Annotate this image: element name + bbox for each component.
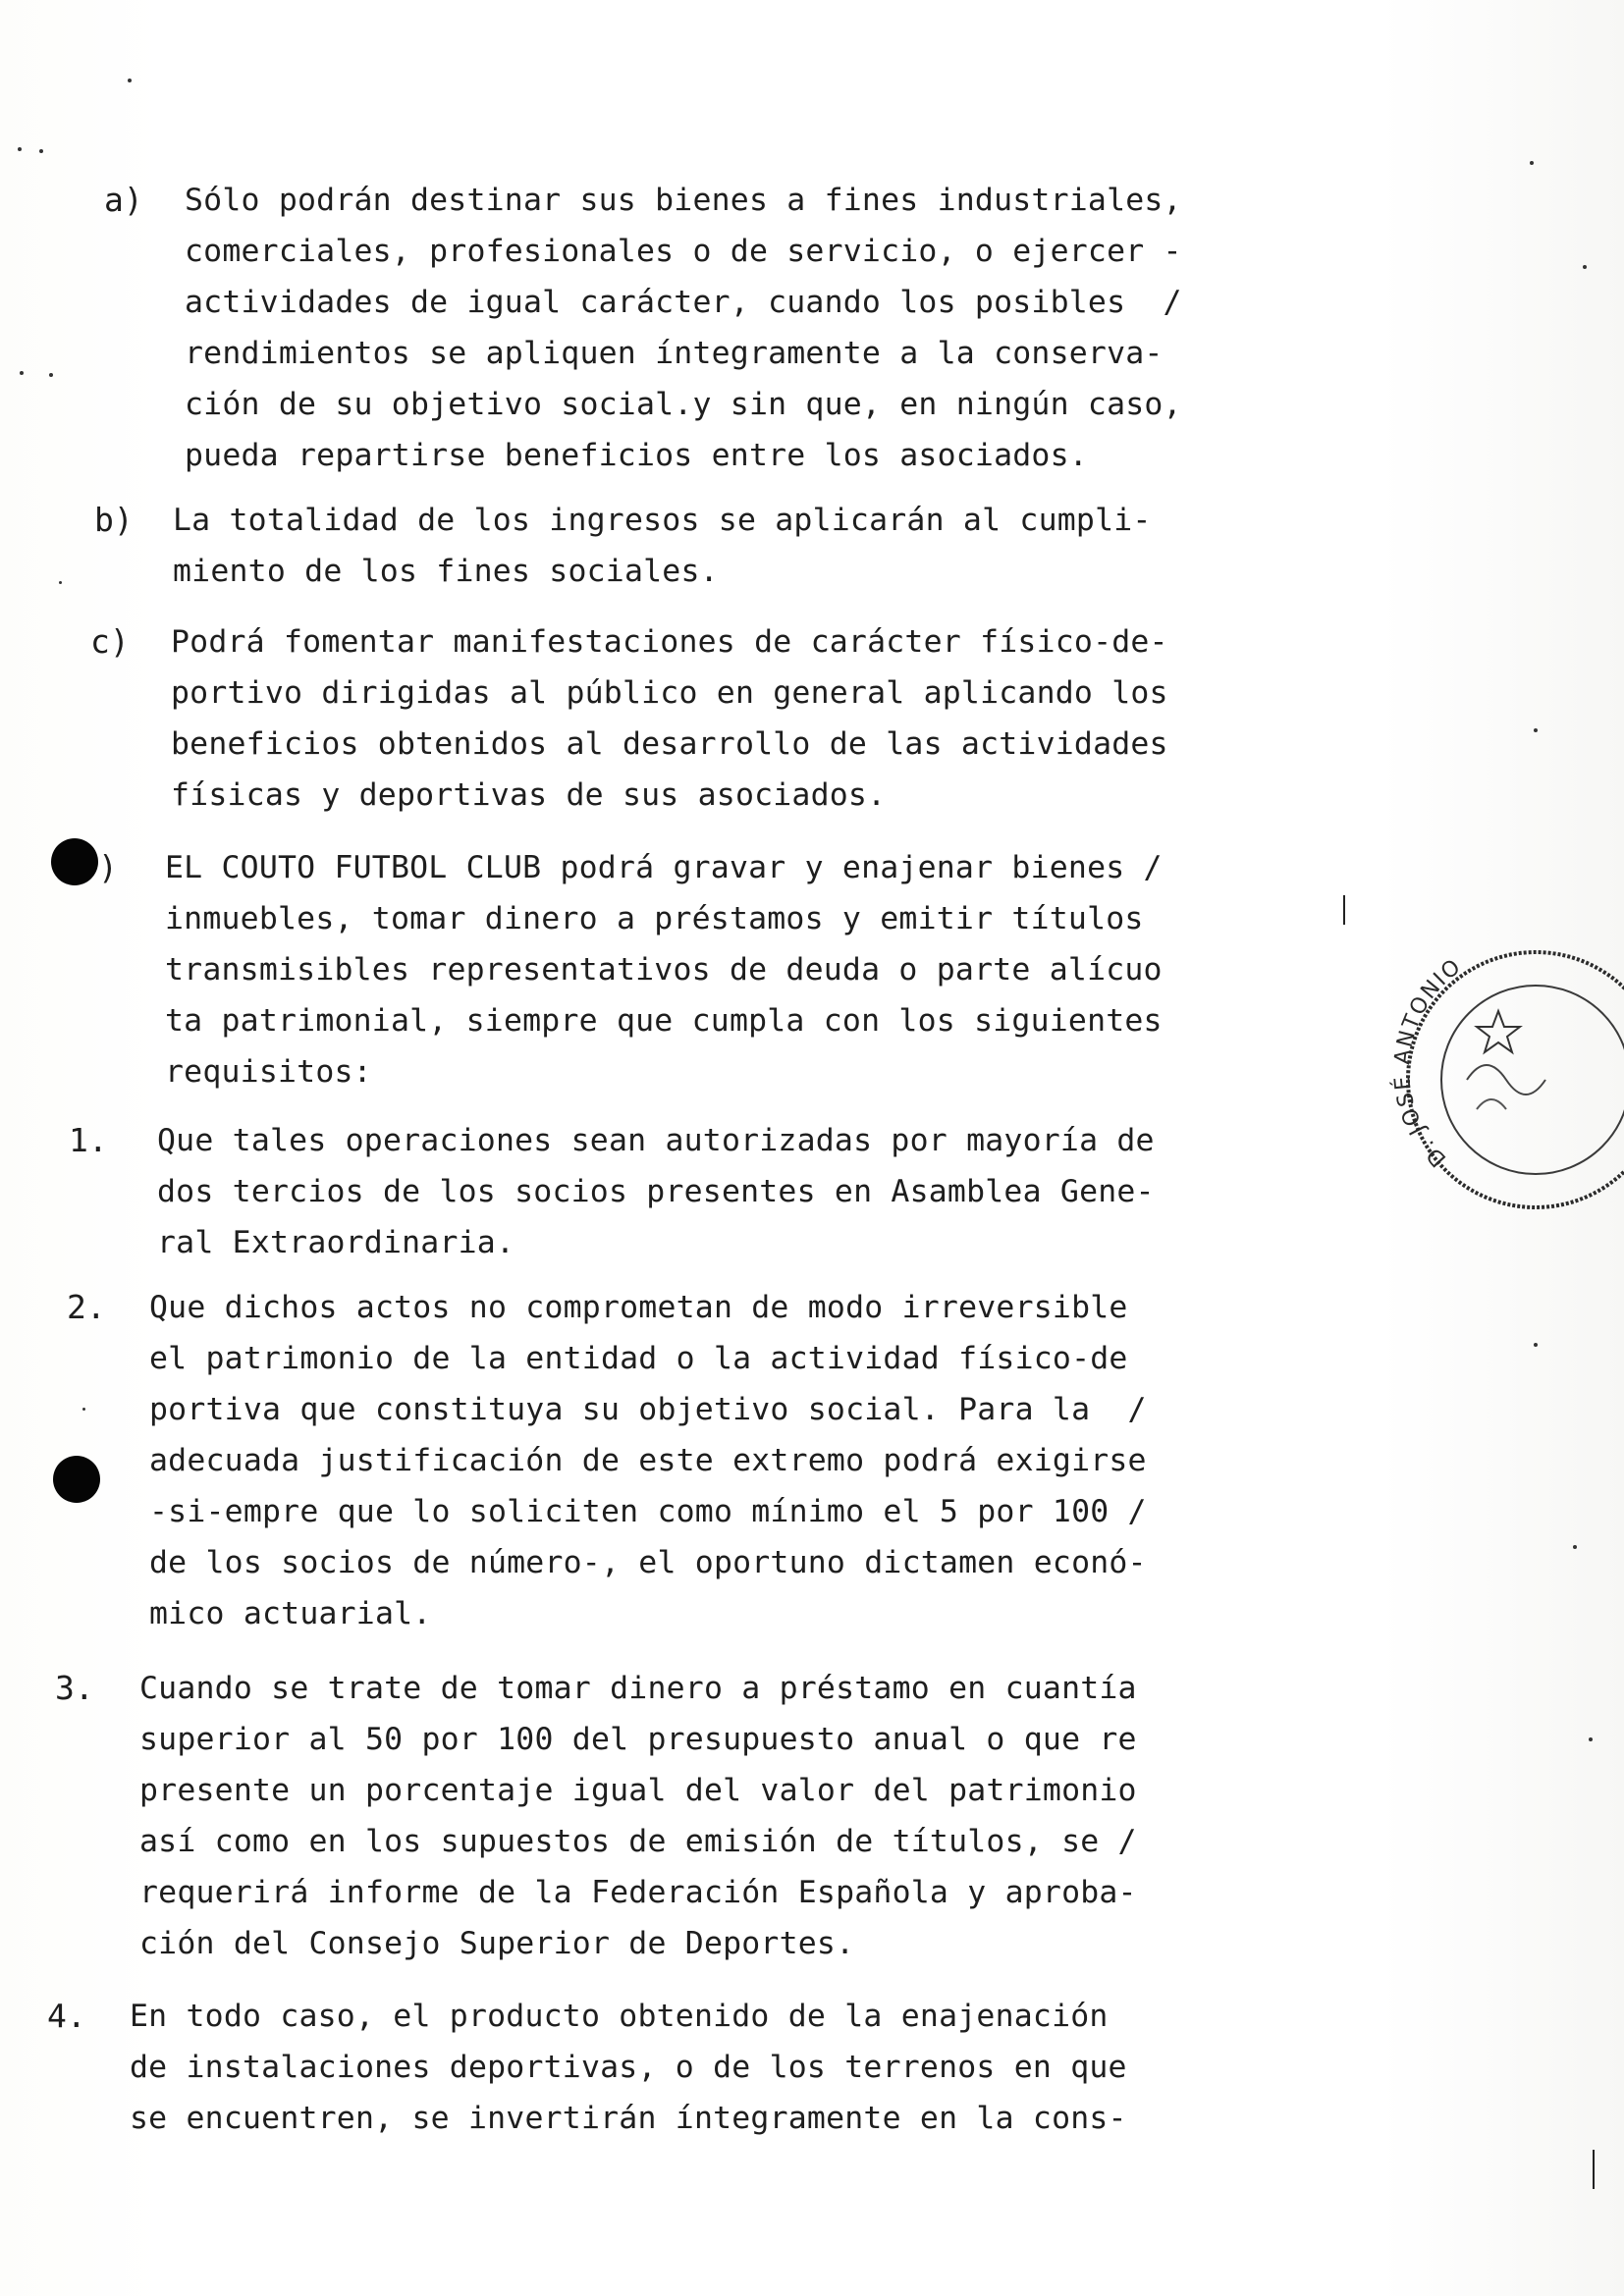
item-text (165, 842, 1163, 1097)
item-text (171, 616, 1168, 821)
text-line: Que dichos actos no comprometan de modo irreversible (149, 1290, 1128, 1325)
stamp-text: D. JOSÉ ANTONIO (1390, 953, 1467, 1172)
text-line: requisitos: (165, 1054, 372, 1090)
text-line: portivo dirigidas al público en general aplicando los (171, 675, 1168, 711)
item-marker: b) (94, 501, 134, 539)
text-line: miento de los fines sociales. (173, 554, 719, 589)
item-text (149, 1282, 1147, 1639)
item-marker: a) (104, 181, 143, 219)
text-line: ción de su objetivo social.y sin que, en ningún caso, (185, 387, 1182, 422)
text-line: EL COUTO FUTBOL CLUB podrá gravar y enajenar bienes / (165, 850, 1163, 885)
text-line: Podrá fomentar manifestaciones de carácter físico-de- (171, 624, 1168, 660)
edge-mark (1593, 2150, 1595, 2189)
text-line: físicas y deportivas de sus asociados. (171, 777, 887, 813)
text-line: La totalidad de los ingresos se aplicarán al cumpli- (173, 503, 1152, 538)
item-marker: ) (98, 848, 118, 886)
text-line: pueda repartirse beneficios entre los asociados. (185, 438, 1088, 473)
speck (1589, 1737, 1593, 1741)
speck (20, 371, 24, 375)
text-line: así como en los supuestos de emisión de títulos, se / (139, 1824, 1137, 1859)
item-text (173, 495, 1152, 597)
speck (1583, 265, 1587, 269)
text-line: requerirá informe de la Federación Española y aproba- (139, 1875, 1137, 1910)
speck (59, 581, 62, 584)
text-line: el patrimonio de la entidad o la actividad físico-de (149, 1341, 1128, 1376)
text-line: comerciales, profesionales o de servicio, o ejercer - (185, 234, 1182, 269)
text-line: portiva que constituya su objetivo social. Para la / (149, 1392, 1147, 1427)
item-marker: 4. (47, 1997, 86, 2035)
svg-text:D. JOSÉ ANTONIO (1389, 954, 1467, 1171)
text-line: adecuada justificación de este extremo podrá exigirse (149, 1443, 1147, 1478)
text-line: dos tercios de los socios presentes en Asamblea Gene- (157, 1174, 1155, 1209)
speck (1530, 161, 1534, 165)
text-line: mico actuarial. (149, 1596, 432, 1631)
text-line: beneficios obtenidos al desarrollo de las actividades (171, 726, 1168, 762)
speck (1534, 1343, 1538, 1347)
punch-hole-top (51, 838, 98, 885)
text-line: presente un porcentaje igual del valor del patrimonio (139, 1773, 1137, 1808)
text-line: inmuebles, tomar dinero a préstamos y emitir títulos (165, 901, 1144, 936)
item-marker: 2. (67, 1288, 106, 1326)
text-line: -si-empre que lo soliciten como mínimo el 5 por 100 / (149, 1494, 1147, 1529)
text-line: En todo caso, el producto obtenido de la enajenación (130, 1999, 1109, 2034)
text-line: rendimientos se apliquen íntegramente a la conserva- (185, 336, 1164, 371)
speck (1573, 1545, 1577, 1549)
speck (39, 149, 43, 153)
text-line: Sólo podrán destinar sus bienes a fines industriales, (185, 183, 1182, 218)
item-marker: 3. (55, 1669, 94, 1707)
notary-stamp (1388, 933, 1624, 1227)
text-line: de instalaciones deportivas, o de los terrenos en que (130, 2050, 1127, 2085)
text-line: ción del Consejo Superior de Deportes. (139, 1926, 855, 1961)
edge-mark (1343, 895, 1345, 925)
item-marker: 1. (69, 1121, 108, 1159)
text-line: superior al 50 por 100 del presupuesto anual o que re (139, 1722, 1137, 1757)
speck (128, 79, 132, 82)
text-line: actividades de igual carácter, cuando los posibles / (185, 285, 1182, 320)
punch-hole-bottom (53, 1456, 100, 1503)
item-text (185, 175, 1182, 481)
text-line: de los socios de número-, el oportuno dictamen econó- (149, 1545, 1147, 1580)
item-text (130, 1991, 1127, 2144)
text-line: ral Extraordinaria. (157, 1225, 515, 1260)
speck (1534, 728, 1538, 732)
speck (49, 373, 53, 377)
text-line: ta patrimonial, siempre que cumpla con los siguientes (165, 1003, 1163, 1039)
text-line: se encuentren, se invertirán íntegramente en la cons- (130, 2101, 1127, 2136)
item-text (139, 1663, 1137, 1969)
text-line: Cuando se trate de tomar dinero a préstamo en cuantía (139, 1671, 1137, 1706)
item-marker: c) (90, 622, 130, 661)
item-text (157, 1115, 1155, 1268)
text-line: transmisibles representativos de deuda o parte alícuo (165, 952, 1163, 988)
text-line: Que tales operaciones sean autorizadas por mayoría de (157, 1123, 1155, 1158)
speck (18, 147, 22, 151)
speck (82, 1408, 85, 1411)
